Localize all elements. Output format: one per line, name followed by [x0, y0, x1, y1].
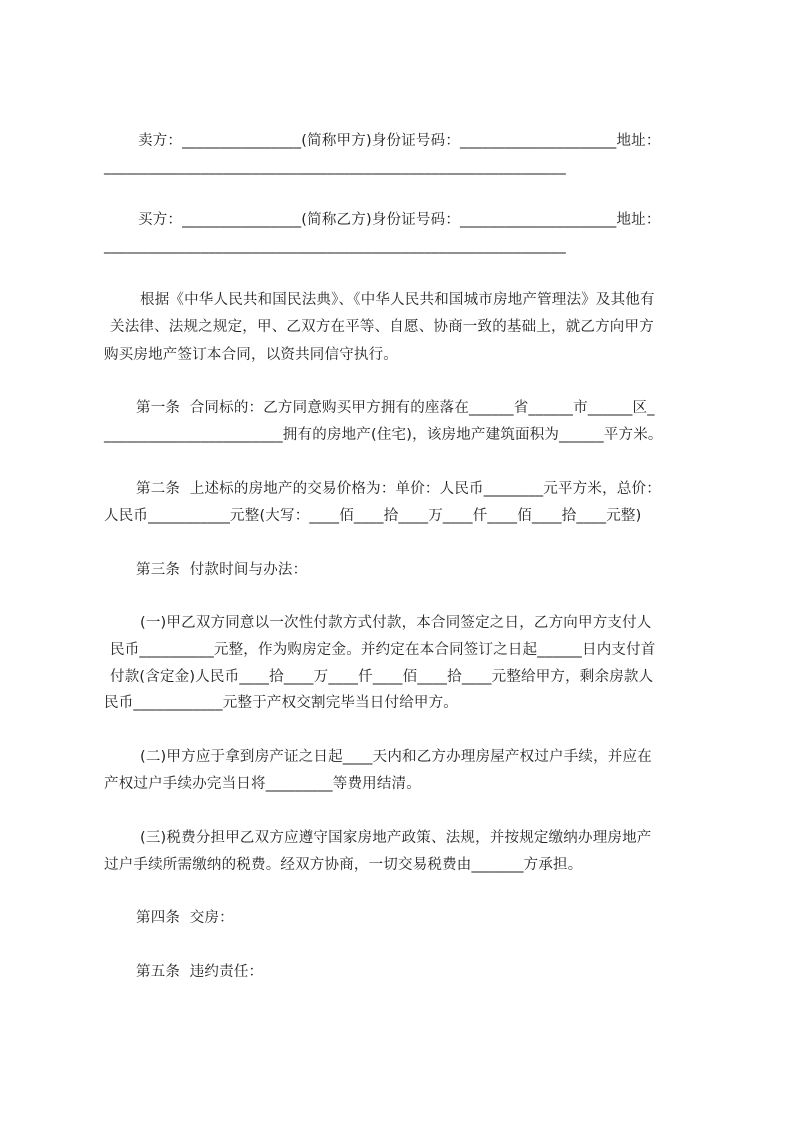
payment-clause-3-line-1: (三)税费分担甲乙双方应遵守国家房地产政策、法规，并按规定缴纳办理房地产 [140, 830, 652, 846]
payment-clause-1-line-2: 民币__________元整，作为购房定金。并约定在本合同签订之日起______日内支付首 [110, 642, 656, 658]
payment-clause-1-line-3: 付款(含定金)人民币____拾____万____仟____佰____拾____元整给甲方，剩余房款人 [110, 669, 654, 685]
preamble-line-3: 购买房地产签订本合同，以资共同信守执行。 [104, 347, 398, 363]
preamble-line-1: 根据《中华人民共和国民法典》、《中华人民共和国城市房地产管理法》及其他有 [140, 292, 655, 308]
payment-clause-1-line-1: (一)甲乙双方同意以一次性付款方式付款，本合同签定之日，乙方向甲方支付人 [140, 615, 652, 631]
article-4-heading: 第四条 交房： [136, 910, 234, 926]
article-5-heading: 第五条 违约责任： [136, 964, 264, 980]
article-3-heading: 第三条 付款时间与办法： [136, 562, 308, 578]
article-2-line-1: 第二条 上述标的房地产的交易价格为：单价：人民币________元平方米，总价： [136, 481, 661, 497]
payment-clause-2-line-1: (二)甲方应于拿到房产证之日起____天内和乙方办理房屋产权过户手续，并应在 [140, 749, 652, 765]
preamble-line-2: 关法律、法规之规定，甲、乙双方在平等、自愿、协商一致的基础上，就乙方向甲方 [110, 319, 654, 335]
article-2-line-2: 人民币___________元整(大写：____佰____拾____万____仟____佰____拾____元整) [104, 508, 642, 524]
payment-clause-1-line-4: 民币____________元整于产权交割完毕当日付给甲方。 [104, 695, 458, 711]
payment-clause-2-line-2: 产权过户手续办完当日将_________等费用结清。 [104, 776, 421, 792]
seller-line: 卖方：________________(简称甲方)身份证号码：_____________________地址： [138, 133, 661, 149]
payment-clause-3-line-2: 过户手续所需缴纳的税费。经双方协商，一切交易税费由_______方承担。 [104, 857, 583, 873]
seller-address-line: ______________________________________________________________ [104, 159, 566, 175]
article-1-line-2: ________________________拥有的房地产(住宅)，该房地产建筑面积为______平方米。 [104, 427, 663, 443]
buyer-address-line: ______________________________________________________________ [104, 238, 566, 254]
buyer-line: 买方：________________(简称乙方)身份证号码：_____________________地址： [138, 212, 661, 228]
article-1-line-1: 第一条 合同标的：乙方同意购买甲方拥有的座落在______省______市______区_ [136, 400, 655, 416]
